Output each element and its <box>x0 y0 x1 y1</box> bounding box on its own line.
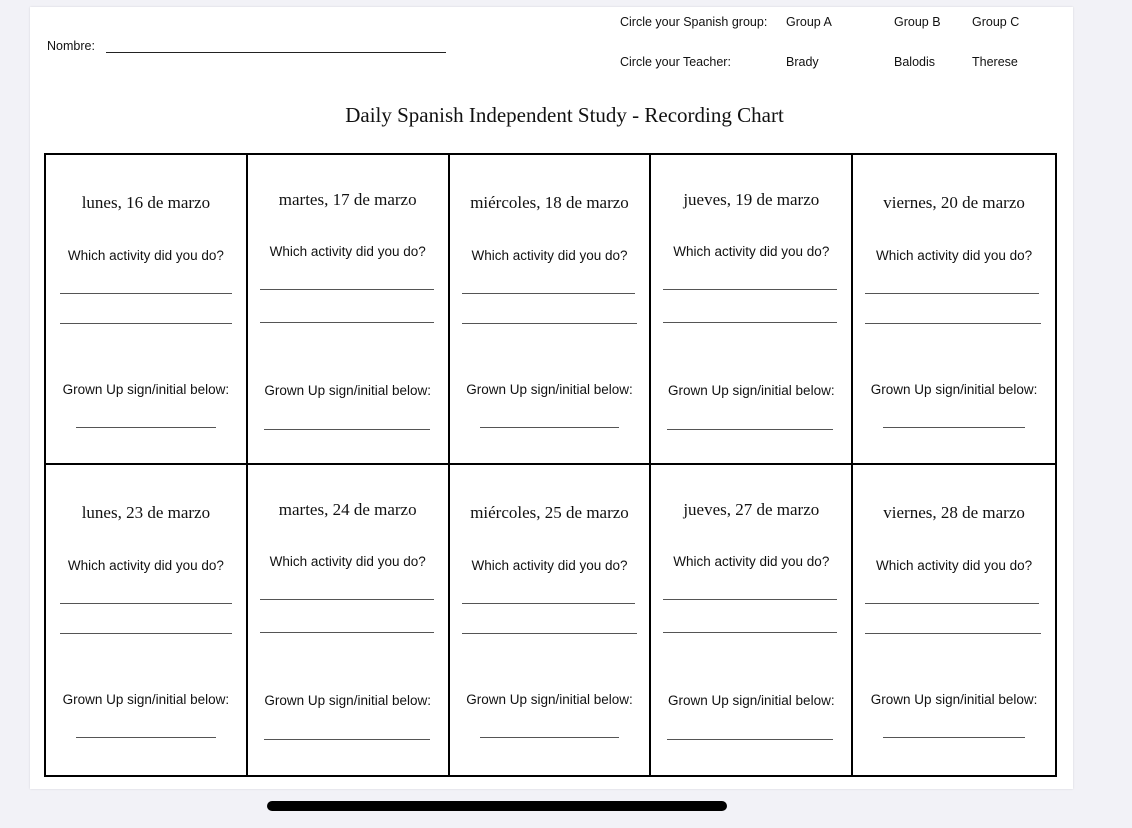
group-option-a: Group A <box>786 15 832 29</box>
activity-answer-line <box>865 633 1041 634</box>
signature-line <box>76 737 216 738</box>
day-cell <box>248 155 450 465</box>
day-date: miércoles, 25 de marzo <box>470 503 629 522</box>
activity-question: Which activity did you do? <box>471 248 628 263</box>
signature-line <box>264 739 430 740</box>
day-cell <box>450 465 652 775</box>
signature-line <box>667 429 833 430</box>
signature-line <box>76 427 216 428</box>
activity-answer-line <box>663 599 837 600</box>
signature-line <box>480 737 620 738</box>
day-cell <box>248 465 450 775</box>
activity-question: Which activity did you do? <box>876 248 1033 263</box>
activity-answer-line <box>260 632 434 633</box>
activity-question: Which activity did you do? <box>471 558 628 573</box>
activity-answer-line <box>462 323 638 324</box>
day-date: lunes, 16 de marzo <box>81 193 211 212</box>
day-date: jueves, 19 de marzo <box>683 190 820 209</box>
grown-up-sign-prompt: Grown Up sign/initial below: <box>62 692 230 707</box>
document-page <box>30 7 1073 789</box>
day-cell <box>651 465 853 775</box>
day-date: viernes, 20 de marzo <box>883 193 1025 212</box>
activity-answer-line <box>865 323 1041 324</box>
activity-answer-line <box>60 293 232 294</box>
signature-line <box>883 737 1025 738</box>
activity-question: Which activity did you do? <box>673 244 830 259</box>
activity-answer-line <box>462 633 638 634</box>
page-title: Daily Spanish Independent Study - Recording Chart <box>345 103 784 127</box>
day-date: martes, 24 de marzo <box>278 500 417 519</box>
teacher-option-therese: Therese <box>972 55 1018 69</box>
activity-answer-line <box>60 633 232 634</box>
activity-answer-line <box>865 293 1039 294</box>
grown-up-sign-prompt: Grown Up sign/initial below: <box>668 693 835 708</box>
grown-up-sign-prompt: Grown Up sign/initial below: <box>668 383 835 398</box>
grown-up-sign-prompt: Grown Up sign/initial below: <box>466 382 633 397</box>
activity-answer-line <box>60 603 232 604</box>
spanish-group-label: Circle your Spanish group: <box>620 15 768 29</box>
signature-line <box>883 427 1025 428</box>
activity-question: Which activity did you do? <box>67 248 224 263</box>
activity-answer-line <box>663 289 837 290</box>
activity-question: Which activity did you do? <box>269 244 426 259</box>
grown-up-sign-prompt: Grown Up sign/initial below: <box>264 383 431 398</box>
activity-question: Which activity did you do? <box>269 554 426 569</box>
grown-up-sign-prompt: Grown Up sign/initial below: <box>870 382 1038 397</box>
day-date: viernes, 28 de marzo <box>883 503 1025 522</box>
nombre-label: Nombre: <box>47 39 95 53</box>
teacher-option-brady: Brady <box>786 55 819 69</box>
nombre-blank-line <box>106 52 446 53</box>
day-date: jueves, 27 de marzo <box>683 500 820 519</box>
grown-up-sign-prompt: Grown Up sign/initial below: <box>264 693 431 708</box>
signature-line <box>480 427 620 428</box>
group-option-c: Group C <box>972 15 1020 29</box>
teacher-option-balodis: Balodis <box>894 55 935 69</box>
activity-question: Which activity did you do? <box>673 554 830 569</box>
day-cell <box>853 465 1055 775</box>
day-cell <box>46 155 248 465</box>
day-date: miércoles, 18 de marzo <box>470 193 629 212</box>
activity-answer-line <box>865 603 1039 604</box>
activity-answer-line <box>260 322 434 323</box>
signature-line <box>667 739 833 740</box>
day-cell <box>450 155 652 465</box>
activity-question: Which activity did you do? <box>876 558 1033 573</box>
day-cell <box>46 465 248 775</box>
activity-answer-line <box>663 632 837 633</box>
day-cell <box>853 155 1055 465</box>
activity-answer-line <box>260 599 434 600</box>
grown-up-sign-prompt: Grown Up sign/initial below: <box>62 382 230 397</box>
activity-question: Which activity did you do? <box>67 558 224 573</box>
grown-up-sign-prompt: Grown Up sign/initial below: <box>870 692 1038 707</box>
day-date: martes, 17 de marzo <box>278 190 417 209</box>
activity-answer-line <box>462 603 636 604</box>
grown-up-sign-prompt: Grown Up sign/initial below: <box>466 692 633 707</box>
day-date: lunes, 23 de marzo <box>81 503 211 522</box>
horizontal-scroll-indicator[interactable] <box>267 801 727 811</box>
signature-line <box>264 429 430 430</box>
activity-answer-line <box>60 323 232 324</box>
group-option-b: Group B <box>894 15 941 29</box>
activity-answer-line <box>260 289 434 290</box>
teacher-label: Circle your Teacher: <box>620 55 731 69</box>
activity-answer-line <box>663 322 837 323</box>
activity-answer-line <box>462 293 636 294</box>
day-cell <box>651 155 853 465</box>
recording-chart-grid <box>44 153 1057 777</box>
